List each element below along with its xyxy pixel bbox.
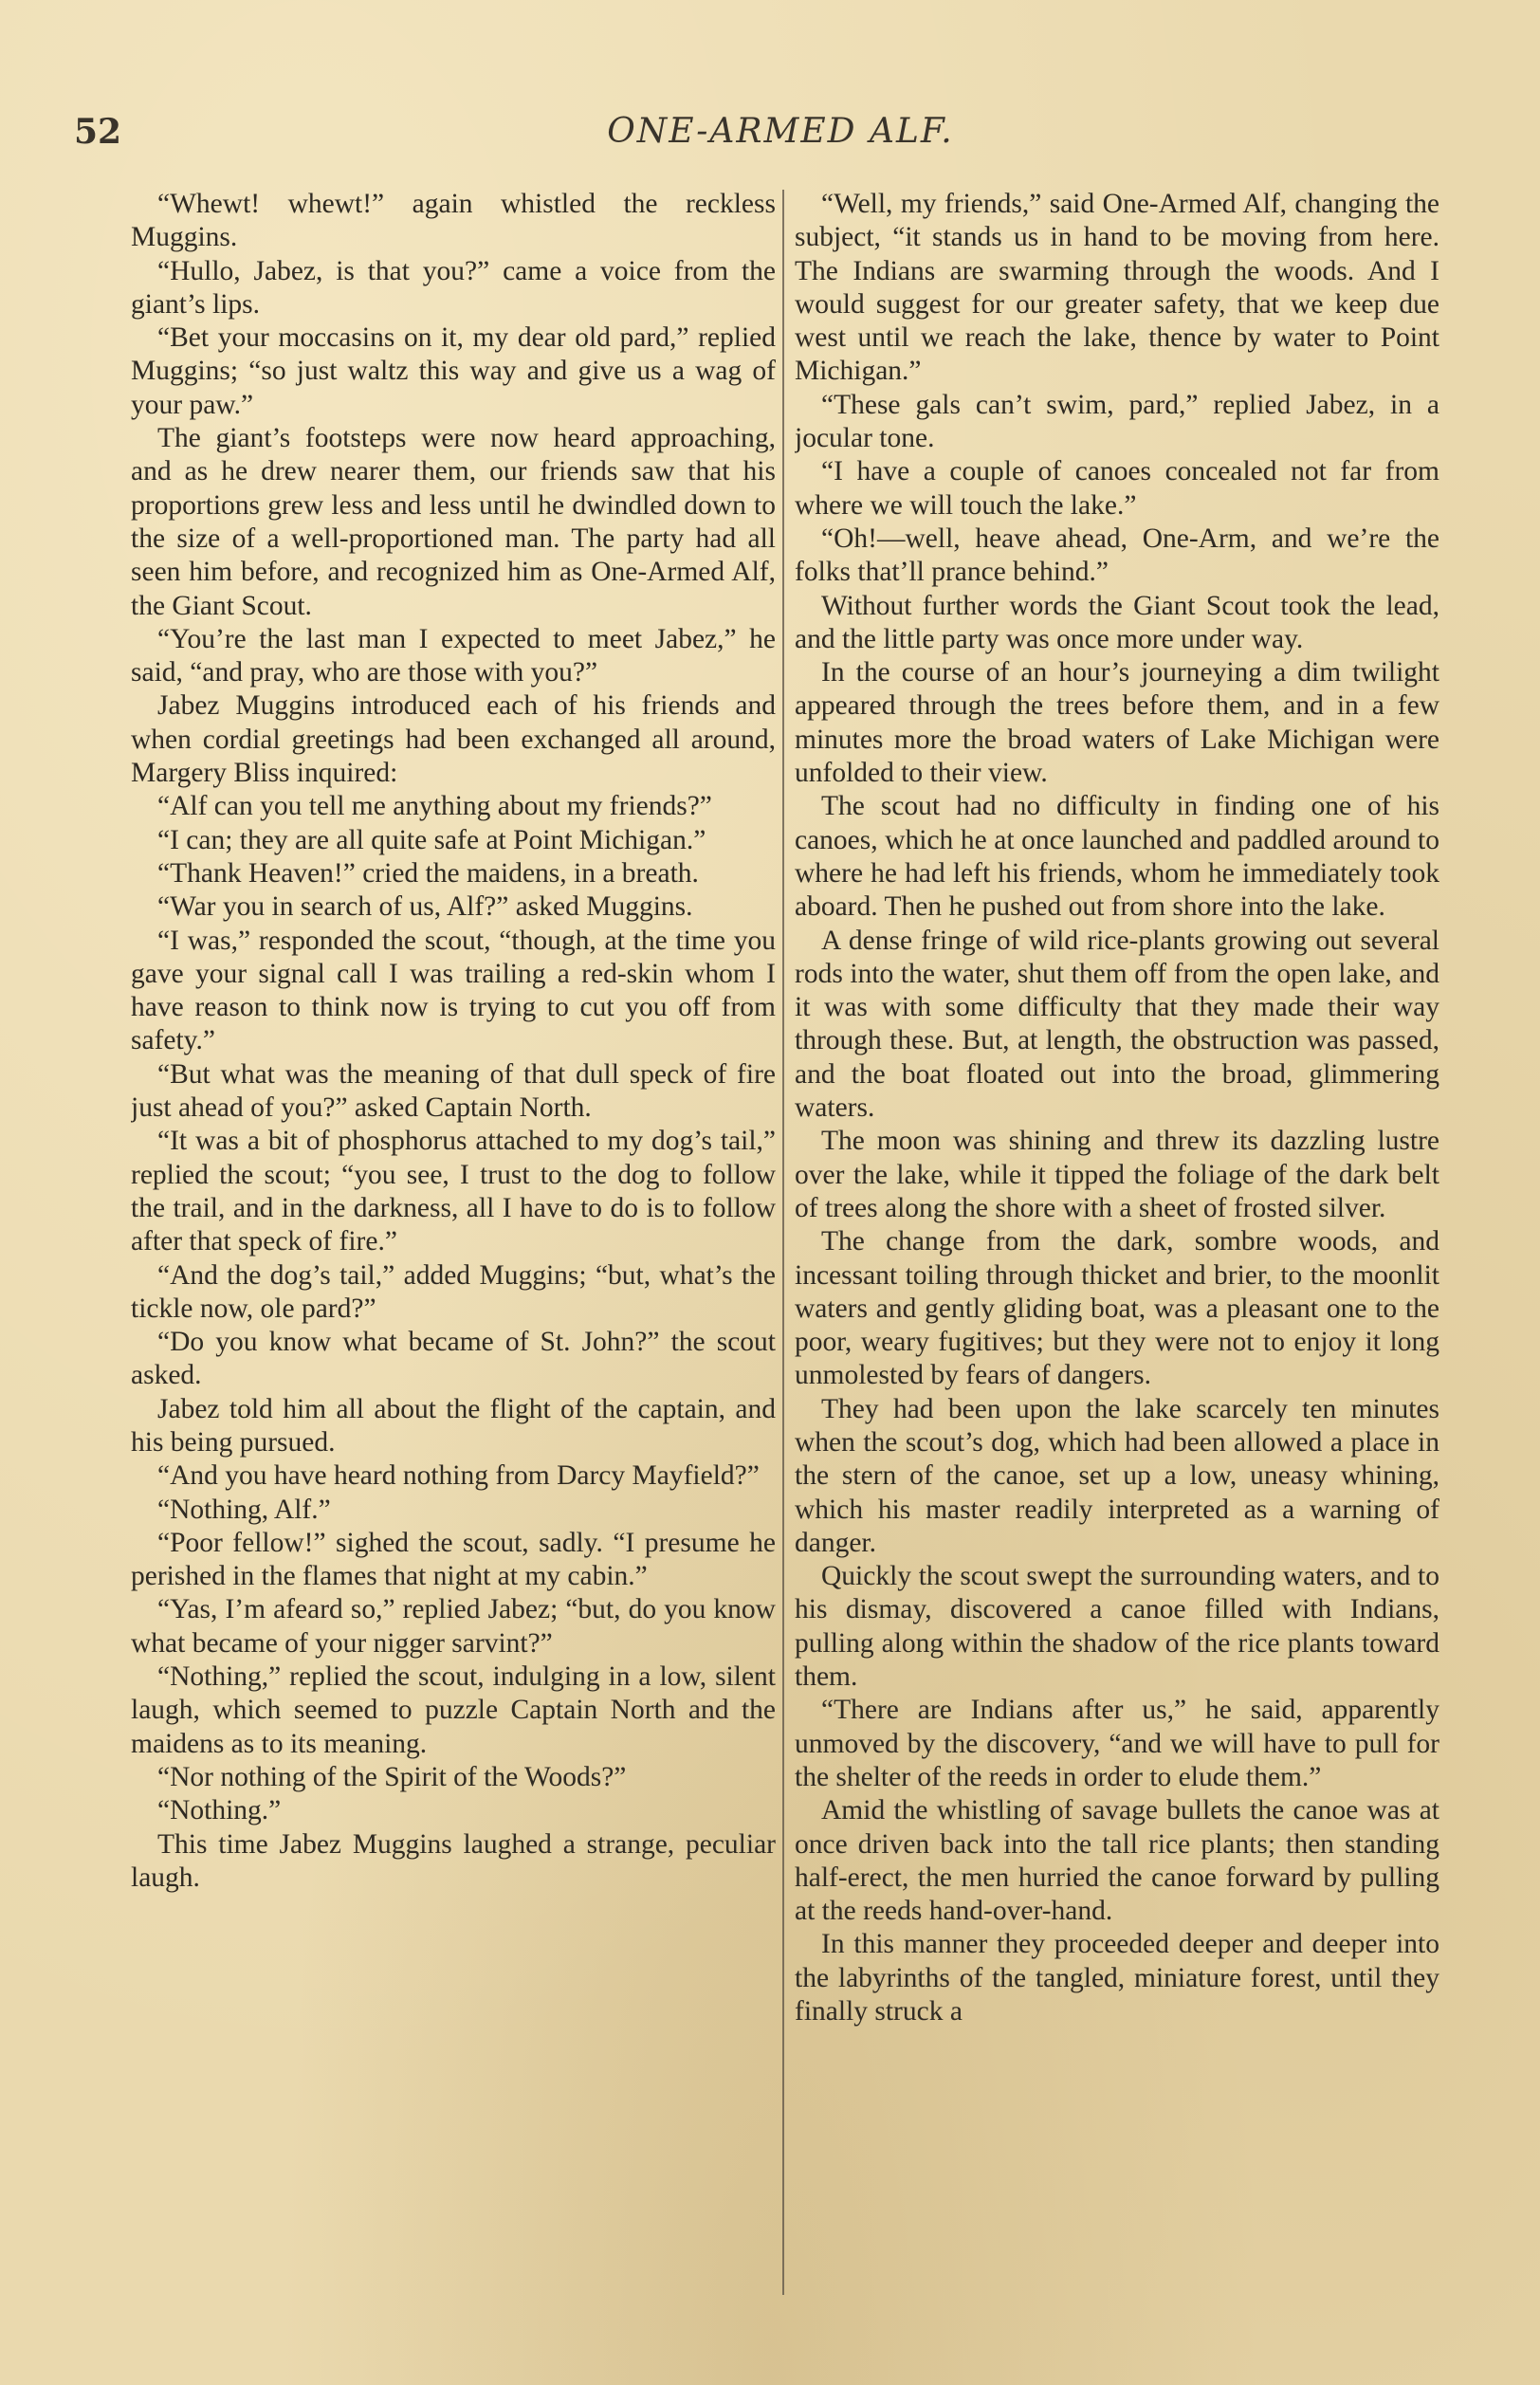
paragraph: This time Jabez Muggins laughed a strange, peculiar laugh. [131,1828,776,1893]
paragraph: “Thank Heaven!” cried the maidens, in a breath. [157,857,699,889]
running-title: ONE-ARMED ALF. [607,112,954,151]
paragraph: “You’re the last man I expected to meet Jabez,” he said, “and pray, who are those with you?” [131,623,776,688]
paragraph: Without further words the Giant Scout took the lead, and the little party was once more under way. [795,590,1439,654]
paragraph: The scout had no difficulty in finding one of his canoes, which he at once launched and paddled around to where he had left his friends, whom he immediately took aboard. Then he pushed out from shore into the lake. [795,791,1439,923]
paragraph: “I was,” responded the scout, “though, at the time you gave your signal call I was trailing a red-skin whom I have reason to think now is trying to cut you off from safety.” [131,925,776,1056]
paragraph: “It was a bit of phosphorus attached to my dog’s tail,” replied the scout; “you see, I trust to the dog to follow the trail, and in the darkness, all I have to do is to follow after that speck of fire.” [131,1126,776,1257]
paragraph: They had been upon the lake scarcely ten minutes when the scout’s dog, which had been allowed a place in the stern of the canoe, set up a low, uneasy whining, which his master readily interpreted as a warning of danger. [795,1393,1439,1558]
paragraph: The giant’s footsteps were now heard approaching, and as he drew nearer them, our friends saw that his proportions grew less and less until he dwindled down to the size of a well-proportioned man. The party had all seen him before, and recognized him as One-Armed Alf, the Giant Scout. [131,423,776,621]
paragraph: In this manner they proceeded deeper and deeper into the labyrinths of the tangled, miniature forest, until they finally struck a [795,1929,1439,2027]
paragraph: Quickly the scout swept the surrounding waters, and to his dismay, discovered a canoe filled with Indians, pulling along within the shadow of the rice plants toward them. [795,1561,1439,1693]
paragraph: “I have a couple of canoes concealed not far from where we will touch the lake.” [795,456,1439,521]
paragraph: “War you in search of us, Alf?” asked Muggins. [157,891,693,923]
paragraph: “There are Indians after us,” he said, apparently unmoved by the discovery, “and we will have to pull for the shelter of the reeds in order to elude them.” [795,1695,1439,1792]
paragraph: “And you have heard nothing from Darcy Mayfield?” [157,1460,760,1492]
paragraph: Jabez told him all about the flight of the captain, and his being pursued. [131,1393,776,1458]
paragraph: A dense fringe of wild rice-plants growing out several rods into the water, shut them off from the open lake, and it was with some difficulty that they made their way through these. But, at length, the obstruction was passed, and the boat floated out into the broad, glimmering waters. [795,925,1439,1124]
paragraph: In the course of an hour’s journeying a dim twilight appeared through the trees before them, and in a few minutes more the broad waters of Lake Michigan were unfolded to their view. [795,657,1439,789]
column-divider [782,190,784,2295]
paragraph: Jabez Muggins introduced each of his friends and when cordial greetings had been exchanged all around, Margery Bliss inquired: [131,690,776,789]
paragraph: The change from the dark, sombre woods, and incessant toiling through thicket and brier, to the moonlit waters and gently gliding boat, was a pleasant one to the poor, weary fugitives; but they were not to enjoy it long unmolested by fears of dangers. [795,1226,1439,1391]
left-column [131,188,776,2302]
right-column [795,188,1439,2302]
paragraph: “These gals can’t swim, pard,” replied Jabez, in a jocular tone. [795,389,1439,454]
paragraph: “Do you know what became of St. John?” the scout asked. [131,1327,776,1391]
paragraph: “Well, my friends,” said One-Armed Alf, changing the subject, “it stands us in hand to be moving from here. The Indians are swarming through the woods. And I would suggest for our greater safety, that we keep due west until we reach the lake, thence by water to Point Michigan.” [795,189,1439,387]
paragraph: “Nothing, Alf.” [157,1494,331,1525]
paragraph: “Nothing,” replied the scout, indulging in a low, silent laugh, which seemed to puzzle Captain North and the maidens as to its meaning. [131,1661,776,1759]
paragraph: “I can; they are all quite safe at Point Michigan.” [157,824,706,855]
paragraph: The moon was shining and threw its dazzling lustre over the lake, while it tipped the foliage of the dark belt of trees along the shore with a sheet of frosted silver. [795,1126,1439,1223]
paragraph: “Nor nothing of the Spirit of the Woods?” [157,1761,627,1792]
paragraph: “Alf can you tell me anything about my friends?” [157,791,712,822]
paragraph: “Nothing.” [157,1795,282,1826]
paragraph: Amid the whistling of savage bullets the canoe was at once driven back into the tall rice plants; then standing half-erect, the men hurried the canoe forward by pulling at the reeds hand-over-hand. [795,1795,1439,1927]
page-header [74,112,1487,169]
paragraph: “Bet your moccasins on it, my dear old pard,” replied Muggins; “so just waltz this way and give us a wag of your paw.” [131,322,776,420]
paragraph: “And the dog’s tail,” added Muggins; “but, what’s the tickle now, ole pard?” [131,1259,776,1324]
paragraph: “Hullo, Jabez, is that you?” came a voice from the giant’s lips. [131,255,776,320]
paragraph: “But what was the meaning of that dull speck of fire just ahead of you?” asked Captain North. [131,1058,776,1124]
paragraph: “Yas, I’m afeard so,” replied Jabez; “but, do you know what became of your nigger sarvint?” [131,1594,776,1659]
paragraph: “Whewt! whewt!” again whistled the reckless Muggins. [131,189,776,253]
paragraph: “Poor fellow!” sighed the scout, sadly. “I presume he perished in the flames that night at my cabin.” [131,1527,776,1592]
paragraph: “Oh!—well, heave ahead, One-Arm, and we’re the folks that’ll prance behind.” [795,523,1439,588]
page-number: 52 [74,112,122,152]
